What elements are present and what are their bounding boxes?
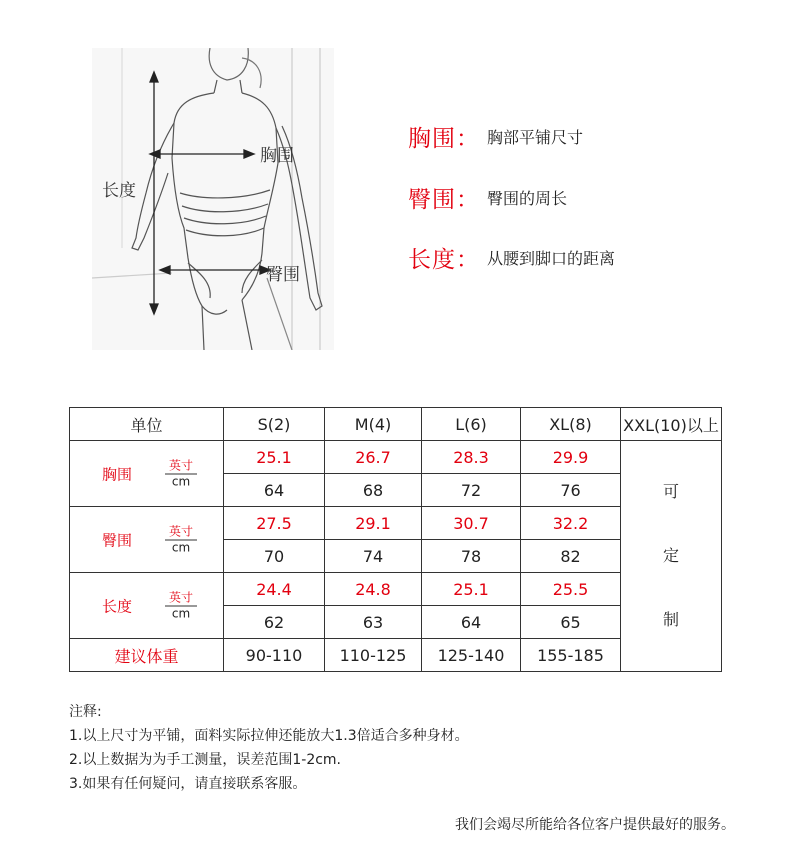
table-cell: 155-185 — [521, 639, 621, 672]
definition-colon: ： — [456, 126, 479, 152]
model-sketch — [92, 48, 334, 350]
custom-char: 定 — [662, 546, 679, 565]
table-cell: 68 — [325, 474, 422, 507]
unit-inch: 英寸 — [165, 458, 197, 474]
note-item: 2.以上数据为为手工测量，误差范围1-2cm. — [69, 752, 342, 768]
table-cell: 74 — [325, 540, 422, 573]
definition-hip — [408, 181, 567, 211]
unit-inch: 英寸 — [165, 524, 197, 540]
custom-made-cell — [621, 441, 722, 672]
table-cell: 25.5 — [521, 573, 621, 606]
notes — [69, 700, 469, 796]
header-size-l: L(6) — [422, 408, 521, 441]
table-cell: 24.4 — [224, 573, 325, 606]
definition-chest — [408, 120, 583, 150]
note-item: 3.如果有任何疑问，请直接联系客服。 — [69, 776, 307, 792]
size-table — [69, 407, 722, 672]
definition-desc: 胸部平铺尺寸 — [487, 128, 584, 147]
table-cell: 76 — [521, 474, 621, 507]
table-cell: 27.5 — [224, 507, 325, 540]
table-cell: 30.7 — [422, 507, 521, 540]
header-size-xl: XL(8) — [521, 408, 621, 441]
definition-term: 臀围 — [408, 187, 456, 213]
table-cell: 29.1 — [325, 507, 422, 540]
table-cell: 25.1 — [224, 441, 325, 474]
note-item: 1.以上尺寸为平铺，面料实际拉伸还能放大1.3倍适合多种身材。 — [69, 728, 469, 744]
table-cell: 78 — [422, 540, 521, 573]
table-cell: 32.2 — [521, 507, 621, 540]
table-cell: 90-110 — [224, 639, 325, 672]
definition-length — [408, 241, 615, 271]
definition-term: 长度 — [408, 247, 456, 273]
custom-char: 可 — [662, 482, 679, 501]
length-label: 长度 — [102, 181, 136, 201]
table-cell: 125-140 — [422, 639, 521, 672]
notes-title: 注释: — [69, 704, 102, 720]
row-label-chest — [70, 441, 224, 507]
table-cell: 26.7 — [325, 441, 422, 474]
table-cell: 25.1 — [422, 573, 521, 606]
unit-stack — [165, 524, 197, 555]
definition-colon: ： — [456, 187, 479, 213]
row-label-length — [70, 573, 224, 639]
header-size-s: S(2) — [224, 408, 325, 441]
table-cell: 64 — [224, 474, 325, 507]
table-cell: 28.3 — [422, 441, 521, 474]
header-unit: 单位 — [70, 408, 224, 441]
definition-desc: 臀围的周长 — [487, 189, 568, 208]
header-size-xxl: XXL(10)以上 — [621, 408, 722, 441]
unit-cm: cm — [171, 474, 191, 488]
table-cell: 64 — [422, 606, 521, 639]
table-header-row — [70, 408, 722, 441]
row-label-hip — [70, 507, 224, 573]
table-cell: 72 — [422, 474, 521, 507]
table-cell: 82 — [521, 540, 621, 573]
custom-char: 制 — [662, 610, 679, 629]
unit-inch: 英寸 — [165, 590, 197, 606]
row-name: 臀围 — [102, 531, 133, 549]
table-cell: 24.8 — [325, 573, 422, 606]
definition-desc: 从腰到脚口的距离 — [487, 249, 616, 268]
unit-stack — [165, 590, 197, 621]
weight-label: 建议体重 — [70, 639, 224, 672]
unit-cm: cm — [171, 540, 191, 554]
row-name: 胸围 — [102, 465, 133, 483]
chest-label: 胸围 — [260, 146, 294, 166]
definition-term: 胸围 — [408, 126, 456, 152]
table-cell: 70 — [224, 540, 325, 573]
hip-label: 臀围 — [266, 265, 300, 285]
table-cell: 65 — [521, 606, 621, 639]
row-name: 长度 — [102, 597, 133, 615]
unit-cm: cm — [171, 606, 191, 620]
table-cell: 63 — [325, 606, 422, 639]
footer-message: 我们会竭尽所能给各位客户提供最好的服务。 — [455, 817, 735, 833]
definition-colon: ： — [456, 247, 479, 273]
table-cell: 29.9 — [521, 441, 621, 474]
unit-stack — [165, 458, 197, 489]
table-cell: 110-125 — [325, 639, 422, 672]
table-cell: 62 — [224, 606, 325, 639]
header-size-m: M(4) — [325, 408, 422, 441]
table-row — [70, 441, 722, 474]
